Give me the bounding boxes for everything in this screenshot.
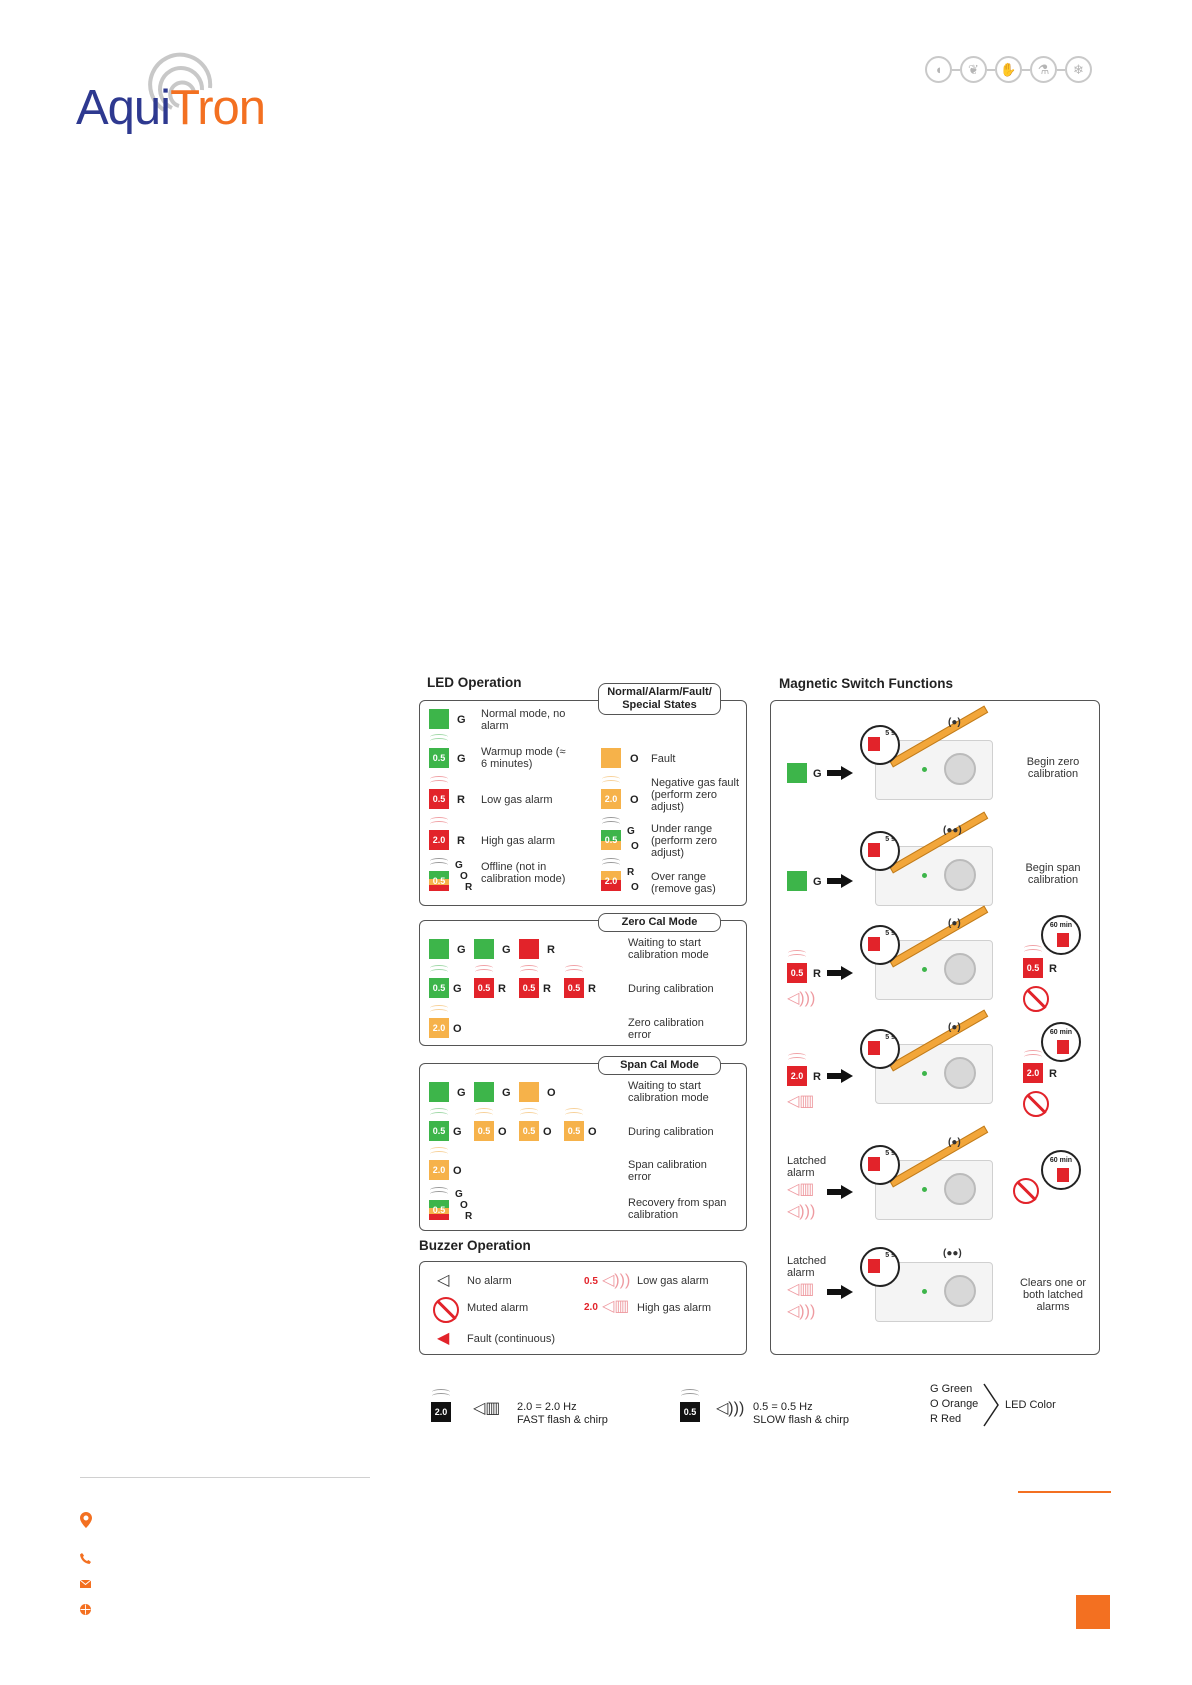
- flash-waves-icon: [519, 1108, 539, 1118]
- led-red-flash: 0.5: [564, 978, 584, 998]
- right-arrow-icon: [827, 874, 853, 888]
- right-arrow-icon: [827, 1285, 853, 1299]
- right-arrow-icon: [827, 766, 853, 780]
- muted-speaker-icon: [433, 1297, 459, 1323]
- magnetic-result: Clears one or both latched alarms: [1019, 1277, 1087, 1313]
- led-code: G: [457, 753, 466, 765]
- fast-chirp-speaker-icon: ◁▥: [787, 1093, 815, 1110]
- leaf-icon: ❦: [960, 56, 987, 83]
- zero-cal-description: Waiting to start calibration mode: [628, 937, 709, 961]
- led-orange-red-fast: 2.0: [601, 871, 621, 891]
- led-orange-flash: 0.5: [564, 1121, 584, 1141]
- led-tricolor-flash: 0.5: [429, 1200, 449, 1220]
- legend-led-color: LED Color: [1005, 1399, 1056, 1411]
- led-green: [787, 871, 807, 891]
- led-orange: [519, 1082, 539, 1102]
- led-code: O: [453, 1023, 462, 1035]
- led-code: G: [457, 1087, 466, 1099]
- right-arrow-icon: [827, 1069, 853, 1083]
- led-code: G: [453, 1126, 462, 1138]
- led-code-bottom: O: [631, 882, 639, 893]
- led-code-bottom: O: [631, 841, 639, 852]
- buzzer-fault: Fault (continuous): [467, 1333, 556, 1345]
- speaker-icon: ◁: [437, 1272, 450, 1289]
- led-code: G: [457, 944, 466, 956]
- led-tricolor-flash: 0.5: [429, 871, 449, 891]
- magnetic-result: Begin zero calibration: [1026, 756, 1080, 780]
- chirp-speaker-icon: ◁))): [716, 1400, 745, 1417]
- chirp-speaker-icon: ◁))): [787, 1203, 816, 1220]
- latched-alarm-label: Latched alarm: [787, 1255, 827, 1279]
- fast-legend-line1: 2.0 = 2.0 Hz: [517, 1401, 577, 1413]
- brace-icon: [982, 1382, 1000, 1428]
- span-cal-description: During calibration: [628, 1126, 714, 1138]
- led-operation-figure: [413, 670, 1103, 1440]
- magnet-hold-icon: 5 s: [860, 831, 900, 871]
- magnetic-result: Begin span calibration: [1025, 862, 1081, 886]
- led-red: [519, 939, 539, 959]
- flask-icon: ⚗: [1030, 56, 1057, 83]
- buzzer-no-alarm: No alarm: [467, 1275, 512, 1287]
- led-green: [474, 939, 494, 959]
- flash-waves-icon: [564, 965, 584, 975]
- buzzer-high-gas: High gas alarm: [637, 1302, 711, 1314]
- right-arrow-icon: [827, 966, 853, 980]
- led-code: O: [547, 1087, 556, 1099]
- magnet-hold-icon: 5 s: [860, 725, 900, 765]
- slow-legend-line2: SLOW flash & chirp: [753, 1414, 849, 1426]
- led-code: R: [543, 983, 551, 995]
- buzzer-low-gas: Low gas alarm: [637, 1275, 709, 1287]
- web-icon: [80, 1604, 91, 1615]
- led-green: [474, 1082, 494, 1102]
- flash-waves-icon: [1023, 945, 1043, 955]
- page-number-badge: [1076, 1595, 1110, 1629]
- chain-link: [1057, 69, 1065, 71]
- led-code: R: [588, 983, 596, 995]
- logo-wordmark: [76, 80, 265, 136]
- buzzer-high-value: 2.0: [584, 1302, 598, 1313]
- buzzer-operation-title: Buzzer Operation: [419, 1238, 531, 1253]
- timer-60min-icon: 60 min: [1041, 1150, 1081, 1190]
- magnet-hold-icon: 5 s: [860, 925, 900, 965]
- led-code: O: [630, 753, 639, 765]
- location-icon: [80, 1512, 92, 1528]
- right-arrow-icon: [827, 1185, 853, 1199]
- speaker-filled-icon: ◀: [437, 1330, 450, 1347]
- normal-states-tab: Normal/Alarm/Fault/ Special States: [598, 683, 721, 715]
- led-code: R: [498, 983, 506, 995]
- led-code-mid: O: [460, 871, 468, 882]
- flash-waves-icon: [429, 734, 449, 744]
- led-description: Offline (not in calibration mode): [481, 861, 566, 885]
- led-red-fast: 2.0: [1023, 1063, 1043, 1083]
- flash-waves-icon: [601, 776, 621, 786]
- flash-waves-icon: [429, 1005, 449, 1015]
- span-cal-description: Recovery from span calibration: [628, 1197, 727, 1221]
- led-description: Normal mode, no alarm: [481, 708, 566, 732]
- flash-waves-icon: [680, 1389, 700, 1399]
- flash-waves-icon: [429, 1147, 449, 1157]
- fast-chirp-speaker-icon: ◁▥: [602, 1298, 630, 1315]
- span-cal-description: Span calibration error: [628, 1159, 707, 1183]
- led-green: [787, 763, 807, 783]
- flash-waves-icon: [601, 817, 621, 827]
- led-orange-fast: 2.0: [601, 789, 621, 809]
- speaker-icon: ◖: [925, 56, 952, 83]
- flash-waves-icon: [429, 858, 449, 868]
- led-code: R: [1049, 963, 1057, 975]
- led-code: R: [457, 794, 465, 806]
- magnetic-switch-title: Magnetic Switch Functions: [779, 676, 954, 691]
- led-description: Over range (remove gas): [651, 871, 716, 895]
- led-description: Low gas alarm: [481, 794, 553, 806]
- flash-waves-icon: [1023, 1050, 1043, 1060]
- pulse-indicator: (●●): [943, 1248, 962, 1259]
- led-orange-fast: 2.0: [429, 1160, 449, 1180]
- led-code-top: G: [455, 1189, 463, 1200]
- led-red-flash: 0.5: [519, 978, 539, 998]
- magnet-hold-icon: 5 s: [860, 1145, 900, 1185]
- fast-legend-line2: FAST flash & chirp: [517, 1414, 608, 1426]
- chain-link: [987, 69, 995, 71]
- zero-cal-description: Zero calibration error: [628, 1017, 704, 1041]
- flash-waves-icon: [429, 776, 449, 786]
- footer-divider: [80, 1477, 370, 1478]
- logo-part-tron: Tron: [170, 81, 266, 135]
- accent-divider: [1018, 1491, 1111, 1493]
- buzzer-low-value: 0.5: [584, 1276, 598, 1287]
- flash-waves-icon: [429, 817, 449, 827]
- feature-icon-chain: [925, 56, 1092, 83]
- led-code: O: [543, 1126, 552, 1138]
- flash-waves-icon: [474, 965, 494, 975]
- chirp-speaker-icon: ◁))): [602, 1272, 631, 1289]
- led-red-fast: 2.0: [787, 1066, 807, 1086]
- span-cal-description: Waiting to start calibration mode: [628, 1080, 709, 1104]
- chain-link: [952, 69, 960, 71]
- led-code-bottom: R: [465, 882, 473, 893]
- led-orange-flash: 0.5: [519, 1121, 539, 1141]
- led-code: O: [588, 1126, 597, 1138]
- led-orange: [601, 748, 621, 768]
- flash-waves-icon: [429, 965, 449, 975]
- legend-red: R Red: [930, 1413, 962, 1425]
- led-red-flash: 0.5: [787, 963, 807, 983]
- led-green-flash: 0.5: [429, 1121, 449, 1141]
- zero-cal-description: During calibration: [628, 983, 714, 995]
- led-operation-title: LED Operation: [427, 675, 522, 690]
- led-code: R: [813, 1071, 821, 1083]
- led-green-flash: 0.5: [429, 978, 449, 998]
- led-code: G: [457, 714, 466, 726]
- slow-legend-line1: 0.5 = 0.5 Hz: [753, 1401, 813, 1413]
- flash-waves-icon: [431, 1389, 451, 1399]
- led-green: [429, 939, 449, 959]
- led-code-top: G: [627, 826, 635, 837]
- legend-green: G Green: [930, 1383, 973, 1395]
- aquitron-logo: [76, 52, 306, 152]
- led-code: R: [457, 835, 465, 847]
- flash-waves-icon: [787, 1053, 807, 1063]
- logo-part-aqui: Aqui: [76, 81, 171, 135]
- flash-waves-icon: [564, 1108, 584, 1118]
- led-description: High gas alarm: [481, 835, 555, 847]
- pulse-indicator: (●): [948, 918, 961, 929]
- led-code: G: [453, 983, 462, 995]
- flash-waves-icon: [474, 1108, 494, 1118]
- led-green-flash: 0.5: [429, 748, 449, 768]
- magnet-hold-icon: 5 s: [860, 1247, 900, 1287]
- pulse-indicator: (●): [948, 1137, 961, 1148]
- led-code: R: [1049, 1068, 1057, 1080]
- flash-waves-icon: [519, 965, 539, 975]
- buzzer-muted: Muted alarm: [467, 1302, 529, 1314]
- led-code-bottom: R: [465, 1211, 473, 1222]
- magnet-hold-icon: 5 s: [860, 1029, 900, 1069]
- flash-waves-icon: [787, 950, 807, 960]
- led-description: Negative gas fault (perform zero adjust): [651, 777, 740, 813]
- led-orange-fast: 2.0: [429, 1018, 449, 1038]
- led-green-orange-flash: 0.5: [601, 830, 621, 850]
- led-code: O: [453, 1165, 462, 1177]
- pulse-indicator: (●): [948, 1022, 961, 1033]
- led-code: R: [547, 944, 555, 956]
- flash-waves-icon: [601, 858, 621, 868]
- led-code-mid: O: [460, 1200, 468, 1211]
- latched-alarm-label: Latched alarm: [787, 1155, 827, 1179]
- led-code: G: [502, 944, 511, 956]
- led-fast-legend: 2.0: [431, 1402, 451, 1422]
- zero-cal-tab: Zero Cal Mode: [598, 913, 721, 932]
- led-code: O: [630, 794, 639, 806]
- fast-chirp-speaker-icon: ◁▥: [787, 1181, 815, 1198]
- led-red-flash: 0.5: [429, 789, 449, 809]
- thumb-icon: ✋: [995, 56, 1022, 83]
- led-code: G: [813, 768, 822, 780]
- flash-waves-icon: [429, 1108, 449, 1118]
- led-code-top: R: [627, 867, 635, 878]
- led-slow-legend: 0.5: [680, 1402, 700, 1422]
- fast-chirp-speaker-icon: ◁▥: [473, 1400, 501, 1417]
- led-code: R: [813, 968, 821, 980]
- led-red-flash: 0.5: [1023, 958, 1043, 978]
- led-orange-flash: 0.5: [474, 1121, 494, 1141]
- chirp-speaker-icon: ◁))): [787, 990, 816, 1007]
- timer-60min-icon: 60 min: [1041, 915, 1081, 955]
- chirp-speaker-icon: ◁))): [787, 1303, 816, 1320]
- span-cal-tab: Span Cal Mode: [598, 1056, 721, 1075]
- timer-60min-icon: 60 min: [1041, 1022, 1081, 1062]
- flash-waves-icon: [429, 1187, 449, 1197]
- muted-speaker-icon: [1023, 1091, 1049, 1117]
- muted-speaker-icon: [1023, 986, 1049, 1012]
- led-code-top: G: [455, 860, 463, 871]
- legend-orange: O Orange: [930, 1398, 979, 1410]
- email-icon: [80, 1580, 91, 1588]
- led-code: G: [813, 876, 822, 888]
- led-code: G: [502, 1087, 511, 1099]
- led-code: O: [498, 1126, 507, 1138]
- led-red-fast: 2.0: [429, 830, 449, 850]
- muted-speaker-icon: [1013, 1178, 1039, 1204]
- led-green: [429, 1082, 449, 1102]
- led-description: Under range (perform zero adjust): [651, 823, 718, 859]
- phone-icon: [80, 1553, 91, 1564]
- pulse-indicator: (●●): [943, 825, 962, 836]
- chain-link: [1022, 69, 1030, 71]
- led-green: [429, 709, 449, 729]
- snowflake-icon: ❄: [1065, 56, 1092, 83]
- pulse-indicator: (●): [948, 717, 961, 728]
- led-description: Warmup mode (≈ 6 minutes): [481, 746, 566, 770]
- fast-chirp-speaker-icon: ◁▥: [787, 1281, 815, 1298]
- led-description: Fault: [651, 753, 676, 765]
- led-red-flash: 0.5: [474, 978, 494, 998]
